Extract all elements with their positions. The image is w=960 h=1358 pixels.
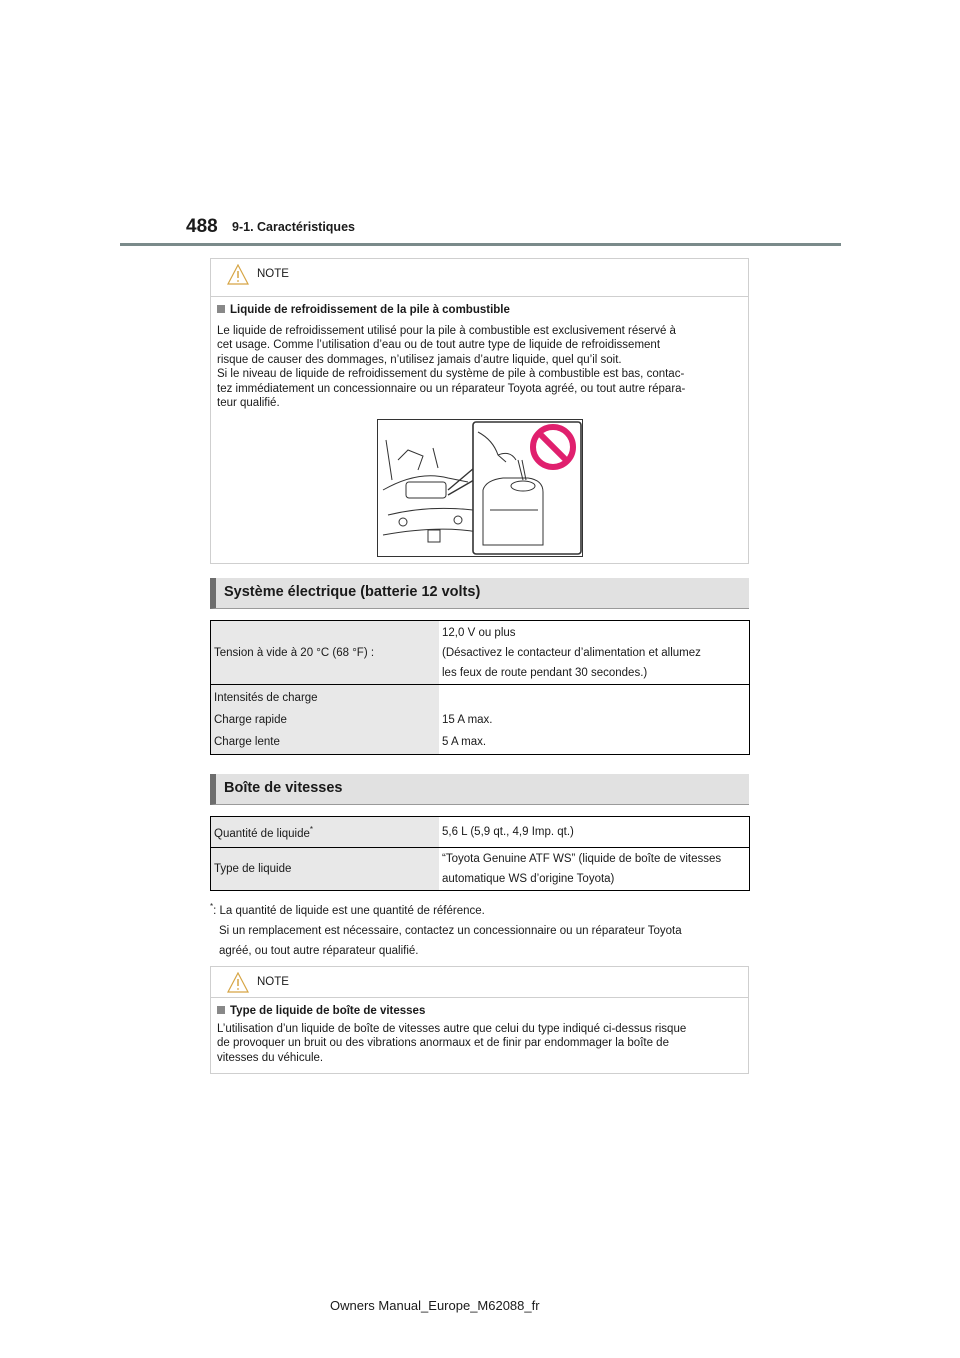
footer-document-id: Owners Manual_Europe_M62088_fr xyxy=(330,1298,540,1313)
fluid-quantity-label: Quantité de liquide* xyxy=(211,817,440,848)
section-title: 9-1. Caractéristiques xyxy=(232,220,355,234)
note-box-transmission xyxy=(210,966,749,1074)
table-row xyxy=(211,817,750,848)
footnote: *: La quantité de liquide est une quantité de référence. Si un remplacement est nécessaire, contactez un concessionnaire ou un réparateur Toyota agréé, ou tout autre réparateur qualifié. xyxy=(210,902,682,957)
heading-electrical-system: Système électrique (batterie 12 volts) xyxy=(210,578,749,609)
note-label: NOTE xyxy=(257,976,289,988)
charge-labels: Intensités de charge Charge rapide Charge lente xyxy=(211,685,440,755)
note-text: Le liquide de refroidissement utilisé pour la pile à combustible est exclusivement réservé à cet usage. Comme l’utilisation d’eau ou de tout autre type de liquide de refroidissement risque de causer des dommages, n’utilisez jamais d’autre liquide, quel qu’il soit. Si le niveau de liquide de refroidissement du système de pile à combustible est bas, contac- tez immédiatement un concessionnaire ou un réparateur Toyota agréé, ou tout autre répara- teur qualifié. xyxy=(217,324,686,409)
fluid-type-value: “Toyota Genuine ATF WS” (liquide de boîte de vitesses automatique WS d’origine Toyota) xyxy=(439,848,750,891)
bullet-square-icon xyxy=(217,305,225,313)
fluid-type-label: Type de liquide xyxy=(211,848,440,891)
table-row xyxy=(211,621,750,685)
note-header xyxy=(211,967,748,998)
electrical-spec-table xyxy=(210,620,750,755)
warning-icon xyxy=(227,264,249,286)
warning-icon xyxy=(227,972,249,994)
bullet-square-icon xyxy=(217,1006,225,1014)
fluid-quantity-value: 5,6 L (5,9 qt., 4,9 Imp. qt.) xyxy=(439,817,750,848)
voltage-value: 12,0 V ou plus (Désactivez le contacteur d’alimentation et allumez les feux de route pendant 30 secondes.) xyxy=(439,621,750,685)
charge-values: 15 A max. 5 A max. xyxy=(439,685,750,755)
table-row xyxy=(211,685,750,755)
page-number: 488 xyxy=(186,216,218,237)
note-subtitle: Liquide de refroidissement de la pile à combustible xyxy=(217,303,742,318)
note-text: L’utilisation d’un liquide de boîte de vitesses autre que celui du type indiqué ci-dessus risque de provoquer un bruit ou des vibrations anormaux et de finir par endommager la boîte de vitesses du véhicule. xyxy=(217,1022,687,1064)
voltage-label: Tension à vide à 20 °C (68 °F) : xyxy=(211,621,440,685)
coolant-prohibition-illustration xyxy=(377,419,583,557)
note-subtitle: Type de liquide de boîte de vitesses xyxy=(217,1004,742,1019)
header-rule xyxy=(120,243,841,246)
heading-transmission: Boîte de vitesses xyxy=(210,774,749,805)
note-label: NOTE xyxy=(257,268,289,280)
engine-bay-drawing xyxy=(378,420,582,556)
note-header xyxy=(211,259,748,297)
table-row xyxy=(211,848,750,891)
transmission-spec-table xyxy=(210,816,750,891)
